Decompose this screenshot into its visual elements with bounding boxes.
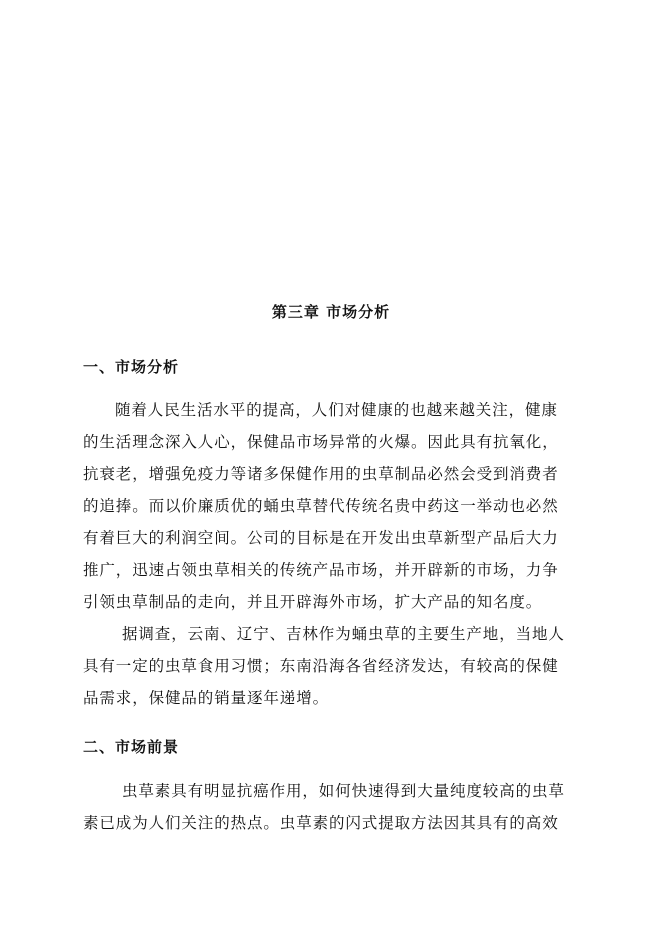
paragraph-line: 抗衰老，增强免疫力等诸多保健作用的虫草制品必然会受到消费者 bbox=[83, 465, 559, 483]
paragraph-line: 据调查，云南、辽宁、吉林作为蛹虫草的主要生产地，当地人 bbox=[122, 625, 565, 643]
paragraph-line: 的生活理念深入人心，保健品市场异常的火爆。因此具有抗氧化， bbox=[83, 433, 559, 451]
paragraph-line: 具有一定的虫草食用习惯；东南沿海各省经济发达，有较高的保健 bbox=[83, 657, 559, 675]
paragraph-line: 虫草素具有明显抗癌作用，如何快速得到大量纯度较高的虫草 bbox=[122, 782, 565, 800]
paragraph-line: 素已成为人们关注的热点。虫草素的闪式提取方法因其具有的高效 bbox=[83, 814, 559, 832]
section-heading-market-analysis: 一、市场分析 bbox=[83, 358, 180, 376]
paragraph-line: 推广，迅速占领虫草相关的传统产品市场，并开辟新的市场，力争 bbox=[83, 561, 559, 579]
section-heading-market-prospects: 二、市场前景 bbox=[83, 738, 180, 756]
paragraph-line: 的追捧。而以价廉质优的蛹虫草替代传统名贵中药这一举动也必然 bbox=[83, 497, 559, 515]
chapter-title: 第三章 市场分析 bbox=[271, 303, 391, 321]
paragraph-line: 引领虫草制品的走向，并且开辟海外市场，扩大产品的知名度。 bbox=[83, 593, 543, 611]
paragraph-line: 品需求，保健品的销量逐年递增。 bbox=[83, 689, 330, 707]
paragraph-line: 随着人民生活水平的提高，人们对健康的也越来越关注，健康 bbox=[115, 401, 558, 419]
paragraph-line: 有着巨大的利润空间。公司的目标是在开发出虫草新型产品后大力 bbox=[83, 529, 559, 547]
